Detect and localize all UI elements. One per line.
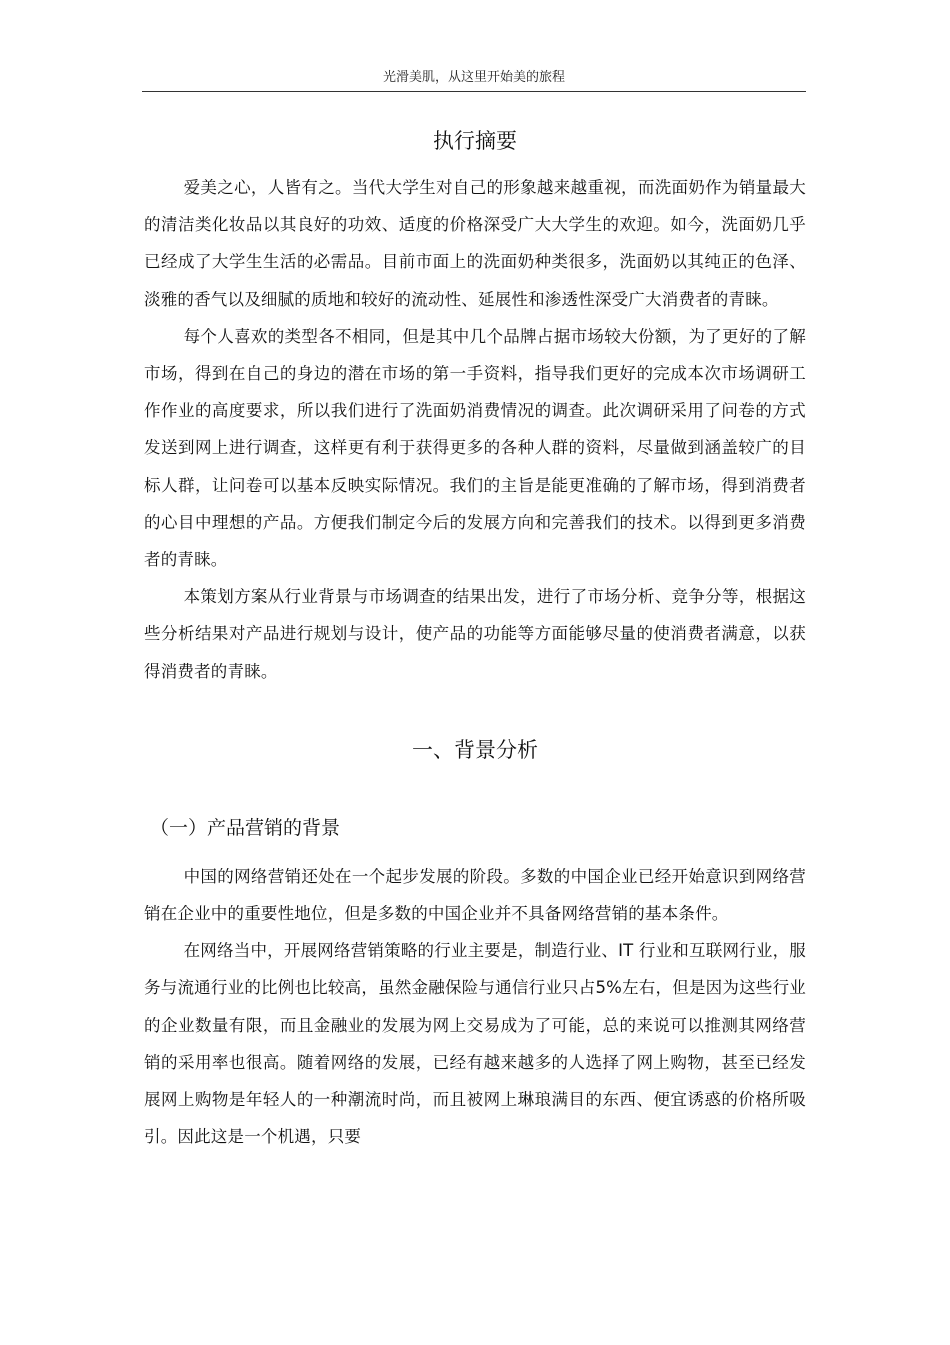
header-divider: [142, 91, 806, 92]
document-body: [144, 123, 806, 1155]
background-paragraph-2: 在网络当中，开展网络营销策略的行业主要是，制造行业、IT 行业和互联网行业，服务与流通行业的比例也比较高，虽然金融保险与通信行业只占5%左右，但是因为这些行业的企业数量有限，而且金融业的发展为网上交易成为了可能，总的来说可以推测其网络营销的采用率也很高。随着网络的发展，已经有越来越多的人选择了网上购物，甚至已经发展网上购物是年轻人的一种潮流时尚，而且被网上琳琅满目的东西、便宜诱惑的价格所吸引。因此这是一个机遇，只要: [144, 941, 806, 1147]
summary-title: 执行摘要: [433, 129, 517, 153]
section-title-background: 一、背景分析: [412, 737, 538, 762]
subsection-title-marketing-background: （一）产品营销的背景: [150, 816, 341, 839]
summary-paragraph-2: 每个人喜欢的类型各不相同，但是其中几个品牌占据市场较大份额，为了更好的了解市场，得到在自己的身边的潜在市场的第一手资料，指导我们更好的完成本次市场调研工作作业的高度要求，所以我们进行了洗面奶消费情况的调查。此次调研采用了问卷的方式发送到网上进行调查，这样更有利于获得更多的各种人群的资料，尽量做到涵盖较广的目标人群，让问卷可以基本反映实际情况。我们的主旨是能更准确的了解市场，得到消费者的心目中理想的产品。方便我们制定今后的发展方向和完善我们的技术。以得到更多消费者的青睐。: [144, 326, 806, 570]
summary-paragraph-3: 本策划方案从行业背景与市场调查的结果出发，进行了市场分析、竞争分等，根据这些分析结果对产品进行规划与设计，使产品的功能等方面能够尽量的使消费者满意，以获得消费者的青睐。: [144, 587, 806, 681]
running-header: 光滑美肌，从这里开始美的旅程: [382, 70, 565, 85]
background-paragraph-1: 中国的网络营销还处在一个起步发展的阶段。多数的中国企业已经开始意识到网络营销在企业中的重要性地位，但是多数的中国企业并不具备网络营销的基本条件。: [144, 866, 806, 924]
summary-paragraph-1: 爱美之心，人皆有之。当代大学生对自己的形象越来越重视，而洗面奶作为销量最大的清洁类化妆品以其良好的功效、适度的价格深受广大大学生的欢迎。如今，洗面奶几乎已经成了大学生生活的必需品。目前市面上的洗面奶种类很多，洗面奶以其纯正的色泽、淡雅的香气以及细腻的质地和较好的流动性、延展性和渗透性深受广大消费者的青睐。: [144, 178, 806, 309]
